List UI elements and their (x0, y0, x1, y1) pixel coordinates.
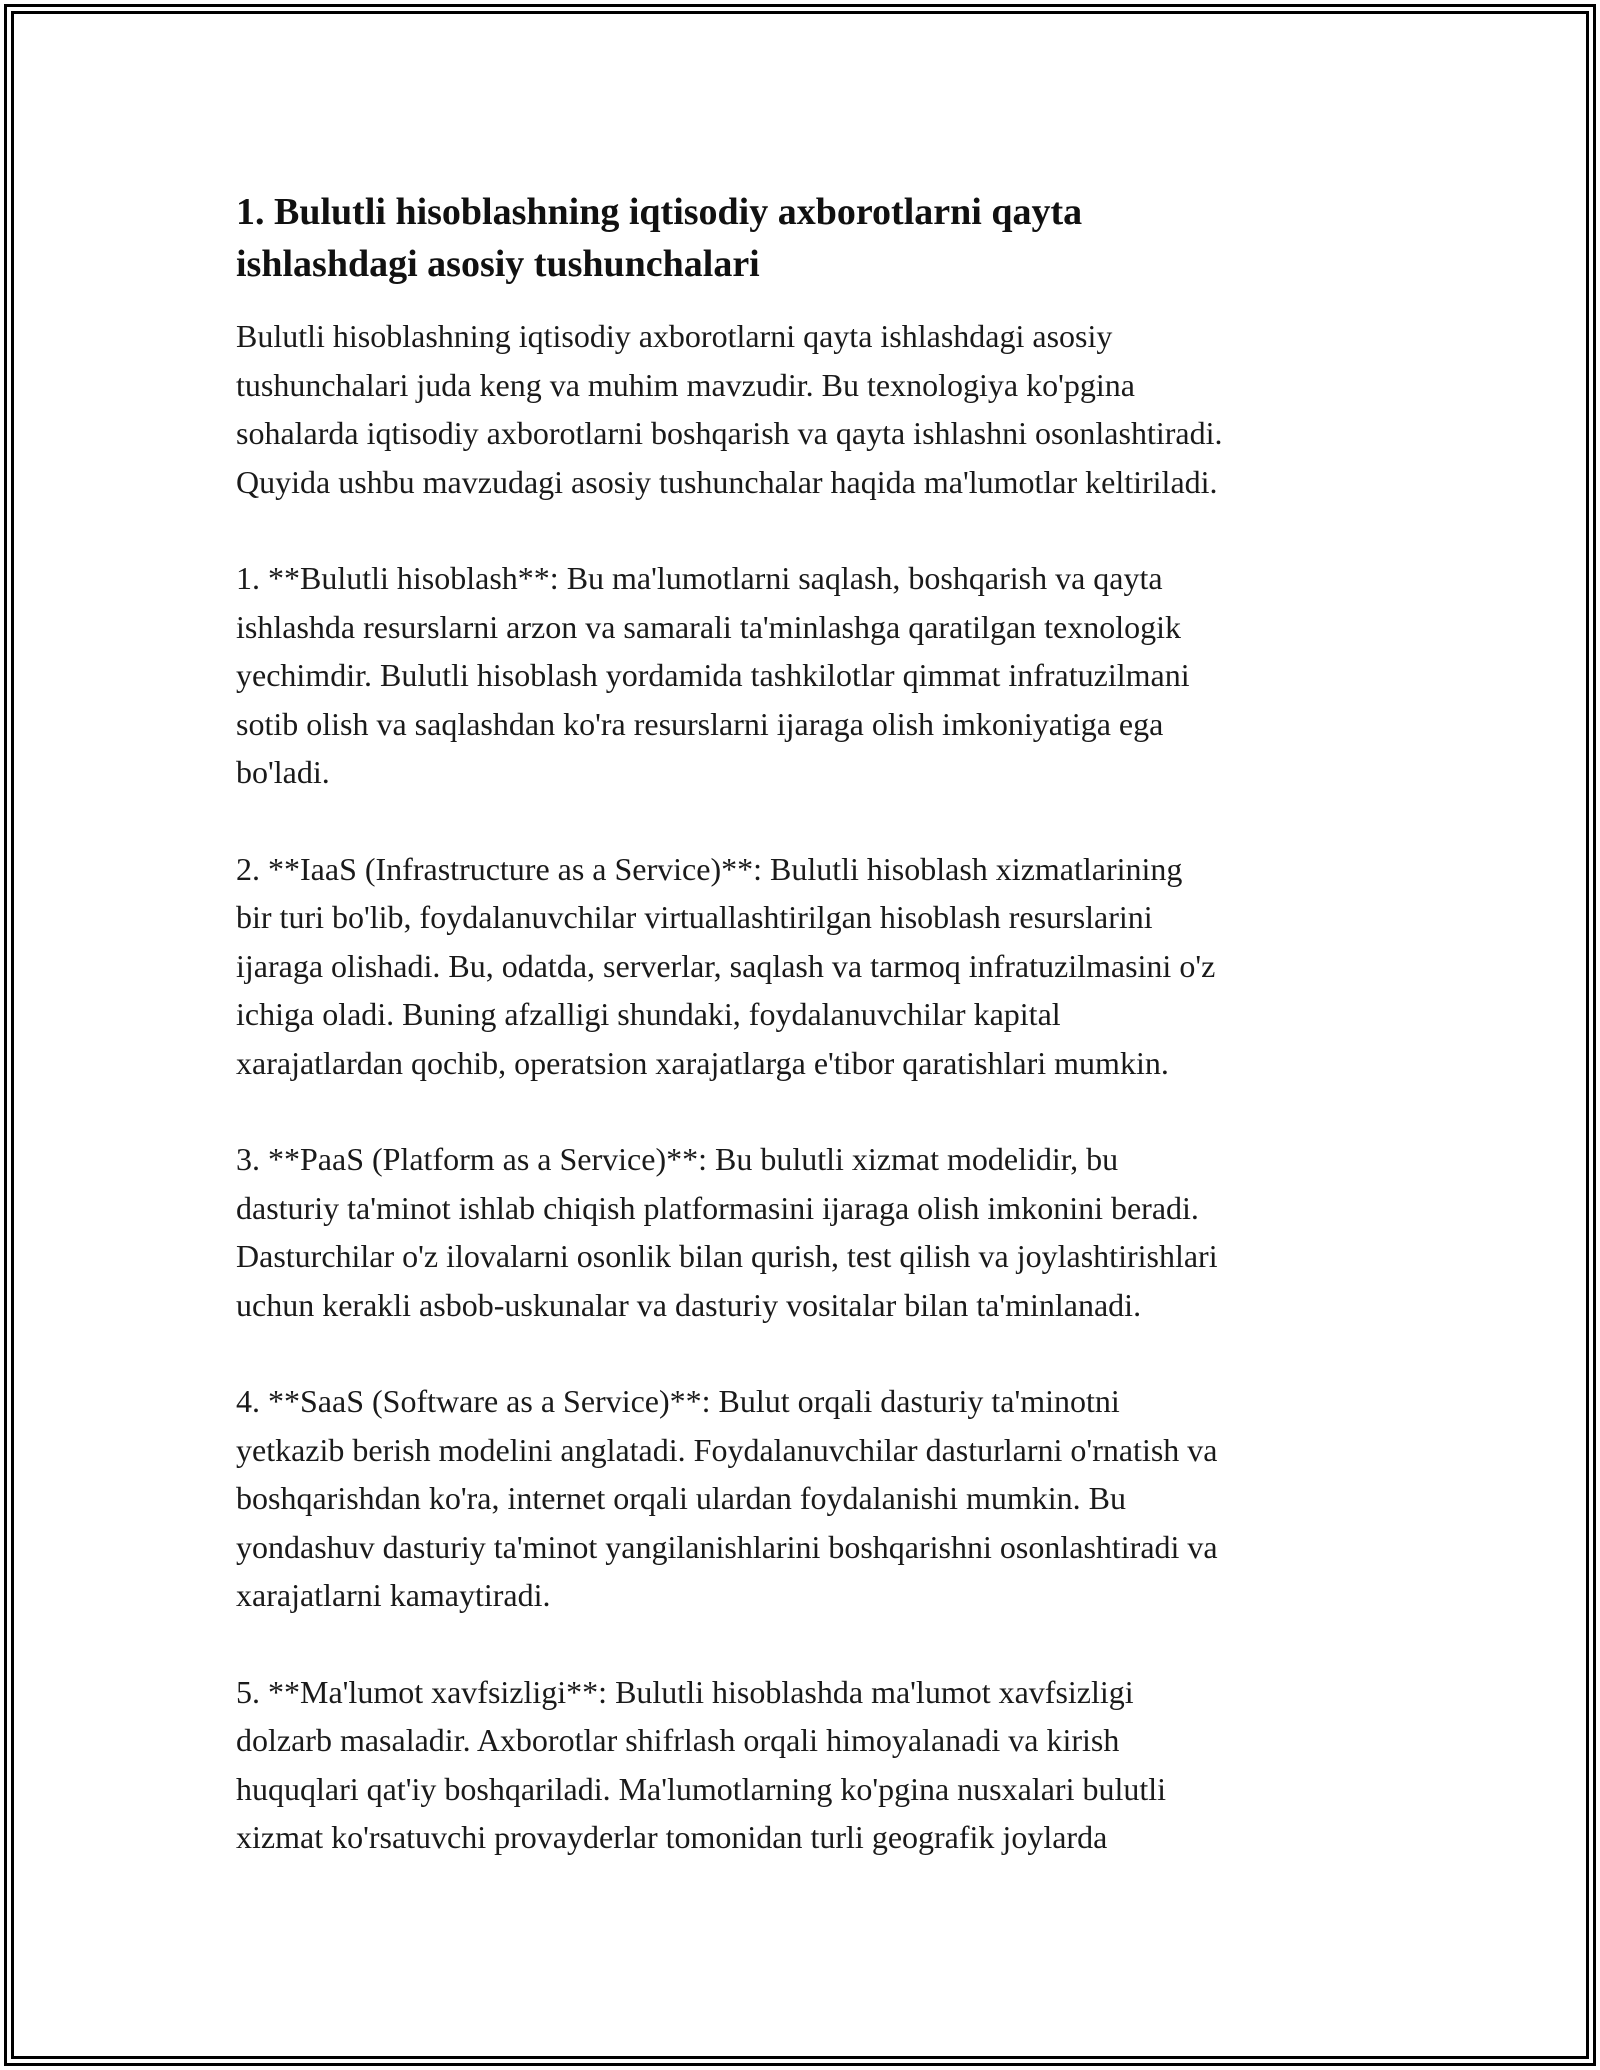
paragraph-cloud-computing: 1. **Bulutli hisoblash**: Bu ma'lumotlarni saqlash, boshqarish va qayta ishlashda resurslarni arzon va samarali ta'minlashga qaratilgan texnologik yechimdir. Bulutli hisoblash yordamida tashkilotlar qimmat infratuzilmani sotib olish va saqlashdan ko'ra resurslarni ijaraga olish imkoniyatiga ega bo'ladi. (236, 560, 1190, 790)
paragraph-data-security: 5. **Ma'lumot xavfsizligi**: Bulutli hisoblashda ma'lumot xavfsizligi dolzarb masaladir. Axborotlar shifrlash orqali himoyalanadi va kirish huquqlari qat'iy boshqariladi. Ma'lumotlarning ko'pgina nusxalari bulutli xizmat ko'rsatuvchi provayderlar tomonidan turli geografik joylarda (236, 1673, 1167, 1855)
document-title: 1. Bulutli hisoblashning iqtisodiy axborotlarni qayta ishlashdagi asosiy tushunchalari (236, 191, 1083, 285)
intro-paragraph: Bulutli hisoblashning iqtisodiy axborotlarni qayta ishlashdagi asosiy tushunchalari juda keng va muhim mavzudir. Bu texnologiya ko'pgina sohalarda iqtisodiy axborotlarni boshqarish va qayta ishlashni osonlashtiradi. Quyida ushbu mavzudagi asosiy tushunchalar haqida ma'lumotlar keltiriladi. (236, 318, 1223, 500)
paragraph-saas: 4. **SaaS (Software as a Service)**: Bulut orqali dasturiy ta'minotni yetkazib berish modelini anglatadi. Foydalanuvchilar dasturlarni o'rnatish va boshqarishdan ko'ra, internet orqali ulardan foydalanishi mumkin. Bu yondashuv dasturiy ta'minot yangilanishlarini boshqarishni osonlashtiradi va xarajatlarni kamaytiradi. (236, 1383, 1218, 1613)
paragraph-iaas: 2. **IaaS (Infrastructure as a Service)**: Bulutli hisoblash xizmatlarining bir turi bo'lib, foydalanuvchilar virtuallashtirilgan hisoblash resurslarini ijaraga olishadi. Bu, odatda, serverlar, saqlash va tarmoq infratuzilmasini o'z ichiga oladi. Buning afzalligi shundaki, foydalanuvchilar kapital xarajatlardan qochib, operatsion xarajatlarga e'tibor qaratishlari mumkin. (236, 850, 1216, 1081)
paragraph-paas: 3. **PaaS (Platform as a Service)**: Bu bulutli xizmat modelidir, bu dasturiy ta'minot ishlab chiqish platformasini ijaraga olish imkonini beradi. Dasturchilar o'z ilovalarni osonlik bilan qurish, test qilish va joylashtirishlari uchun kerakli asbob-uskunalar va dasturiy vositalar bilan ta'minlanadi. (236, 1141, 1218, 1323)
document-body (236, 186, 1376, 1910)
